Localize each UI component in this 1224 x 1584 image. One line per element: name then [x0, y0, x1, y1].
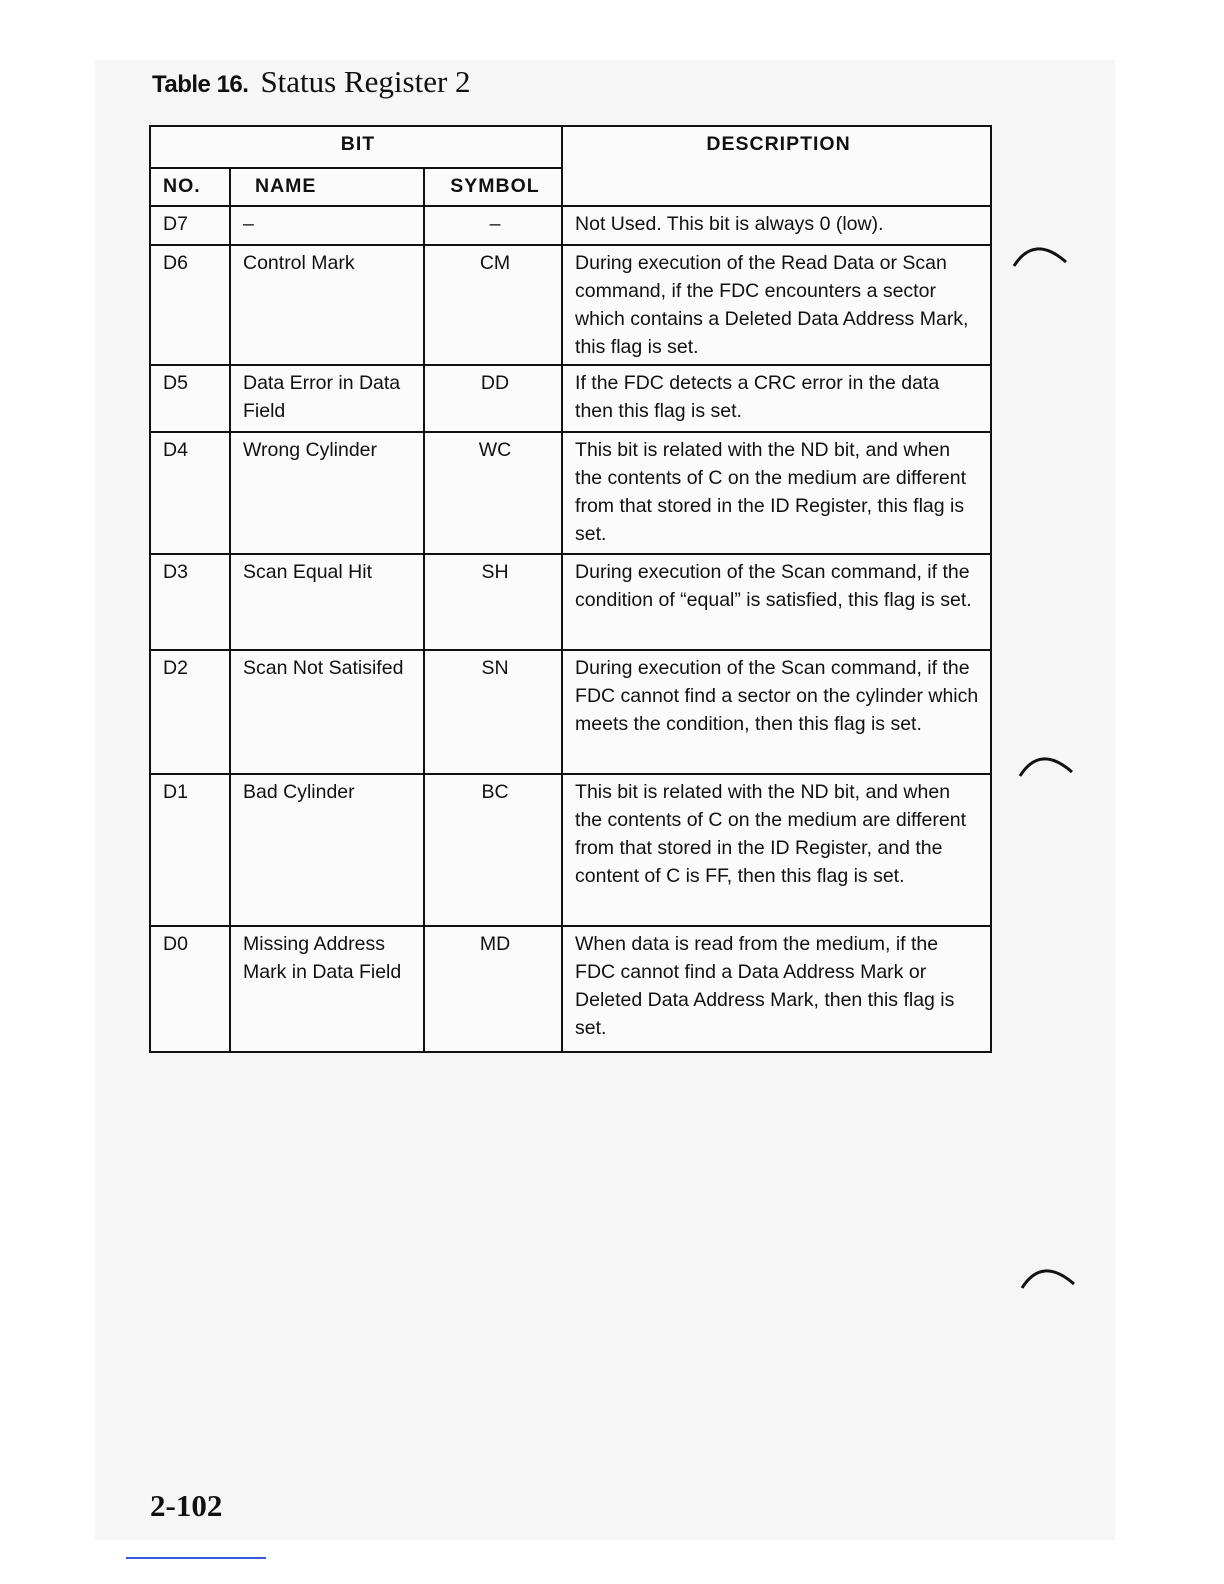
bit-description: If the FDC detects a CRC error in the data then this flag is set.: [562, 365, 991, 432]
bit-symbol: CM: [424, 245, 562, 365]
bit-description: When data is read from the medium, if the FDC cannot find a Data Address Mark or Deleted Data Address Mark, then this flag is set.: [562, 926, 991, 1052]
table-row: [150, 245, 991, 365]
table-row: [150, 926, 991, 1052]
bit-number: D1: [150, 774, 230, 926]
table-row: [150, 774, 991, 926]
binder-hole-mark-icon: [1012, 240, 1068, 268]
header-row-bit: [150, 126, 991, 168]
bit-number: D3: [150, 554, 230, 650]
bit-name: Wrong Cylinder: [230, 432, 424, 554]
bit-symbol: WC: [424, 432, 562, 554]
page-number: 2-102: [150, 1488, 223, 1523]
bit-symbol: –: [424, 206, 562, 245]
bit-symbol: BC: [424, 774, 562, 926]
bit-number: D7: [150, 206, 230, 245]
bit-name: Scan Not Satisifed: [230, 650, 424, 774]
bit-description: Not Used. This bit is always 0 (low).: [562, 206, 991, 245]
bit-description: During execution of the Scan command, if the FDC cannot find a sector on the cylinder which meets the condition, then this flag is set.: [562, 650, 991, 774]
table-row: [150, 554, 991, 650]
table-label: Table 16.: [152, 71, 249, 98]
description-header: DESCRIPTION: [562, 126, 991, 206]
bit-number: D2: [150, 650, 230, 774]
bit-description: This bit is related with the ND bit, and when the contents of C on the medium are different from that stored in the ID Register, and the content of C is FF, then this flag is set.: [562, 774, 991, 926]
table-row: [150, 432, 991, 554]
bit-name: Scan Equal Hit: [230, 554, 424, 650]
bit-symbol: DD: [424, 365, 562, 432]
bit-name: Control Mark: [230, 245, 424, 365]
footer-rule: [126, 1557, 266, 1559]
table-row: [150, 365, 991, 432]
bit-description: During execution of the Scan command, if the condition of “equal” is satisfied, this flag is set.: [562, 554, 991, 650]
bit-name: Bad Cylinder: [230, 774, 424, 926]
bit-description: This bit is related with the ND bit, and when the contents of C on the medium are different from that stored in the ID Register, this flag is set.: [562, 432, 991, 554]
bit-number: D5: [150, 365, 230, 432]
bit-name: –: [230, 206, 424, 245]
binder-hole-mark-icon: [1018, 750, 1074, 778]
bit-header: BIT: [150, 126, 562, 168]
binder-hole-mark-icon: [1020, 1262, 1076, 1290]
status-register-table: [149, 125, 992, 1053]
bit-symbol: MD: [424, 926, 562, 1052]
table-title-text: Status Register 2: [260, 64, 471, 99]
table-title: [152, 64, 471, 100]
bit-symbol: SH: [424, 554, 562, 650]
table-row: [150, 206, 991, 245]
name-header: NAME: [230, 168, 424, 206]
bit-number: D6: [150, 245, 230, 365]
bit-symbol: SN: [424, 650, 562, 774]
no-header: NO.: [150, 168, 230, 206]
bit-number: D4: [150, 432, 230, 554]
symbol-header: SYMBOL: [424, 168, 562, 206]
bit-name: Missing Address Mark in Data Field: [230, 926, 424, 1052]
bit-name: Data Error in Data Field: [230, 365, 424, 432]
table-row: [150, 650, 991, 774]
bit-number: D0: [150, 926, 230, 1052]
bit-description: During execution of the Read Data or Scan command, if the FDC encounters a sector which contains a Deleted Data Address Mark, this flag is set.: [562, 245, 991, 365]
